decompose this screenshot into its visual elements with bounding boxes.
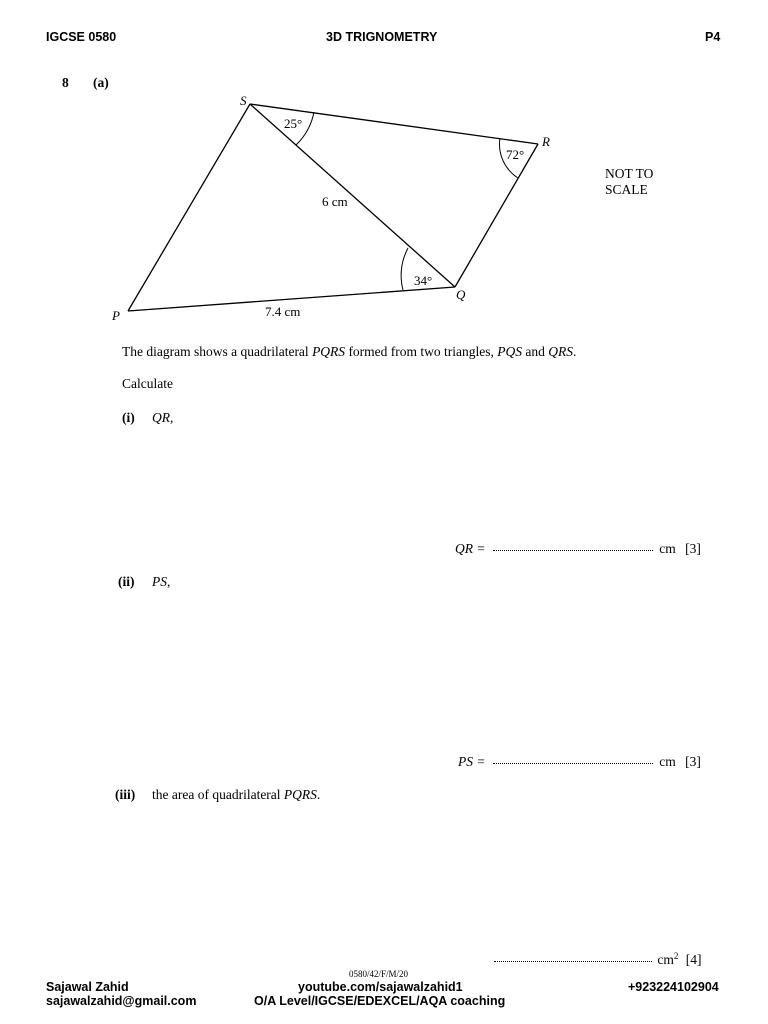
paper-code: 0580/42/F/M/20 <box>349 969 409 979</box>
edge-sq <box>250 104 455 287</box>
question-stem: The diagram shows a quadrilateral PQRS formed from two triangles, PQS and QRS. <box>122 344 577 359</box>
answer-qr-unit: cm <box>659 541 676 556</box>
part-iii-label: (iii) <box>115 787 136 802</box>
footer-youtube[interactable]: youtube.com/sajawalzahid1 <box>298 980 463 994</box>
header-topic: 3D TRIGNOMETRY <box>326 30 438 44</box>
length-label-pq: 7.4 cm <box>265 304 301 319</box>
not-to-scale-line2: SCALE <box>605 182 648 197</box>
vertex-label-r: R <box>542 134 550 149</box>
question-number: 8 <box>62 75 69 90</box>
angle-label-q: 34° <box>414 273 433 288</box>
footer-phone: +923224102904 <box>628 980 719 994</box>
part-iii-text: the area of quadrilateral PQRS. <box>152 787 321 802</box>
answer-ps-lhs: PS = <box>458 754 486 769</box>
edge-rq <box>455 144 538 287</box>
header-paper: P4 <box>705 30 721 44</box>
answer-area-blank[interactable] <box>494 961 652 962</box>
edge-ps <box>128 104 250 311</box>
answer-line-area <box>494 951 702 968</box>
answer-line-qr <box>455 541 701 557</box>
footer-email[interactable]: sajawalzahid@gmail.com <box>46 994 197 1008</box>
header-subject: IGCSE 0580 <box>46 30 117 44</box>
vertex-label-p: P <box>112 308 120 323</box>
answer-ps-blank[interactable] <box>493 763 653 764</box>
answer-qr-blank[interactable] <box>493 550 653 551</box>
footer-author: Sajawal Zahid <box>46 980 129 994</box>
angle-label-r: 72° <box>506 147 525 162</box>
vertex-label-s: S <box>240 93 247 108</box>
not-to-scale-line1: NOT TO <box>605 166 654 181</box>
answer-ps-marks: [3] <box>685 754 701 769</box>
vertex-label-q: Q <box>456 287 466 302</box>
answer-line-ps <box>458 754 701 770</box>
answer-qr-marks: [3] <box>685 541 701 556</box>
calculate-label: Calculate <box>122 376 173 391</box>
question-part: (a) <box>93 75 109 90</box>
answer-area-unit: $cm^2$ <box>657 951 679 967</box>
part-ii-text: PS, <box>152 574 171 589</box>
part-ii-label: (ii) <box>118 574 135 589</box>
answer-ps-unit: cm <box>659 754 676 769</box>
answer-area-marks: [4] <box>685 952 702 967</box>
answer-qr-lhs: QR = <box>455 541 486 556</box>
length-label-sq: 6 cm <box>322 194 348 209</box>
footer-coaching: O/A Level/IGCSE/EDEXCEL/AQA coaching <box>254 994 506 1008</box>
part-i-label: (i) <box>122 410 135 425</box>
angle-arc-q <box>401 248 408 290</box>
angle-label-s: 25° <box>284 116 303 131</box>
part-i-text: QR, <box>152 410 174 425</box>
